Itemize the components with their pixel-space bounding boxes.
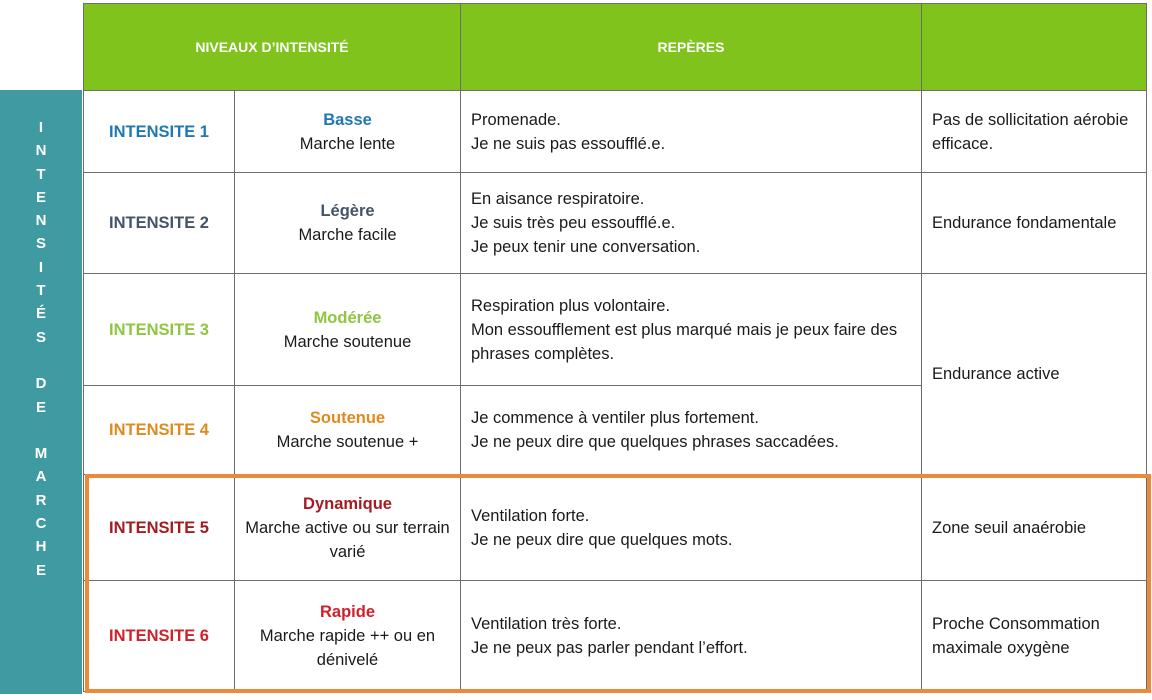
marker-line: Respiration plus volontaire. xyxy=(471,296,671,315)
level-desc: Marche facile xyxy=(298,226,397,244)
marker-line: Je commence à ventiler plus fortement. xyxy=(471,409,759,427)
side-letter: T xyxy=(36,282,46,300)
marker-line: Je ne peux dire que quelques mots. xyxy=(471,530,733,549)
side-label xyxy=(0,116,82,676)
level-title: Dynamique xyxy=(303,494,392,513)
side-letter: E xyxy=(35,398,46,416)
marker-line: En aisance respiratoire. xyxy=(471,190,645,208)
side-letter: I xyxy=(38,258,44,276)
table-row xyxy=(84,91,1147,173)
level-name xyxy=(235,581,461,692)
markers-cell xyxy=(461,475,922,581)
marker-line: Je peux tenir une conversation. xyxy=(471,238,701,256)
level-name xyxy=(235,386,461,475)
header-effect xyxy=(922,4,1147,91)
level-desc: Marche active ou sur terrain varié xyxy=(245,518,450,561)
level-title: Légère xyxy=(320,202,375,220)
markers-cell xyxy=(461,173,922,274)
level-name xyxy=(235,274,461,386)
side-letter: S xyxy=(35,328,46,346)
side-letter: E xyxy=(35,188,46,206)
effect-cell: Pas de sollicitation aérobie efficace. xyxy=(922,91,1147,173)
table-row xyxy=(84,475,1147,581)
marker-line: Je ne peux dire que quelques phrases saccadées. xyxy=(471,433,839,451)
table-row xyxy=(84,173,1147,274)
level-desc: Marche soutenue xyxy=(283,332,412,351)
level-desc: Marche rapide ++ ou en dénivelé xyxy=(259,627,436,669)
markers-cell xyxy=(461,581,922,692)
level-desc: Marche soutenue + xyxy=(276,433,419,451)
side-letter: E xyxy=(35,561,46,579)
level-title: Rapide xyxy=(319,603,375,621)
level-name xyxy=(235,475,461,581)
marker-line: Je suis très peu essoufflé.e. xyxy=(471,214,676,232)
level-title: Modérée xyxy=(313,308,382,327)
header-markers: REPÈRES xyxy=(461,4,922,91)
effect-cell: Proche Consommation maximale oxygène xyxy=(922,581,1147,692)
effect-cell: Endurance active xyxy=(922,274,1147,475)
side-letter: T xyxy=(36,165,46,183)
side-letter: R xyxy=(35,491,47,509)
markers-cell xyxy=(461,91,922,173)
side-letter: É xyxy=(35,305,46,323)
marker-line: Ventilation très forte. xyxy=(471,615,622,633)
side-letter: D xyxy=(35,375,47,393)
level-title: Soutenue xyxy=(309,409,386,427)
header-levels: NIVEAUX D’INTENSITÉ xyxy=(84,4,461,91)
side-letter: C xyxy=(35,515,47,533)
level-label: INTENSITE 5 xyxy=(84,475,235,581)
effect-cell: Zone seuil anaérobie xyxy=(922,475,1147,581)
side-letter: N xyxy=(35,212,47,230)
level-title: Basse xyxy=(323,110,372,129)
side-letter: N xyxy=(35,142,47,160)
level-name xyxy=(235,91,461,173)
level-name xyxy=(235,173,461,274)
level-desc: Marche lente xyxy=(299,134,396,153)
side-letter: M xyxy=(34,445,48,463)
marker-line: Mon essoufflement est plus marqué mais je peux faire des phrases complètes. xyxy=(471,320,898,363)
level-label: INTENSITE 2 xyxy=(84,173,235,274)
level-label: INTENSITE 1 xyxy=(84,91,235,173)
side-letter: S xyxy=(35,235,46,253)
side-letter: A xyxy=(35,468,47,486)
marker-line: Je ne suis pas essoufflé.e. xyxy=(471,134,666,153)
table-header-row xyxy=(84,4,1147,91)
level-label: INTENSITE 3 xyxy=(84,274,235,386)
level-label: INTENSITE 6 xyxy=(84,581,235,692)
side-letter: I xyxy=(38,119,44,136)
marker-line: Je ne peux pas parler pendant l’effort. xyxy=(471,639,748,657)
intensity-table xyxy=(83,3,1147,692)
marker-line: Ventilation forte. xyxy=(471,506,590,525)
table-row xyxy=(84,274,1147,386)
effect-cell: Endurance fondamentale xyxy=(922,173,1147,274)
markers-cell xyxy=(461,386,922,475)
side-letter: H xyxy=(35,538,47,556)
table-row xyxy=(84,581,1147,692)
level-label: INTENSITE 4 xyxy=(84,386,235,475)
marker-line: Promenade. xyxy=(471,110,561,129)
markers-cell xyxy=(461,274,922,386)
